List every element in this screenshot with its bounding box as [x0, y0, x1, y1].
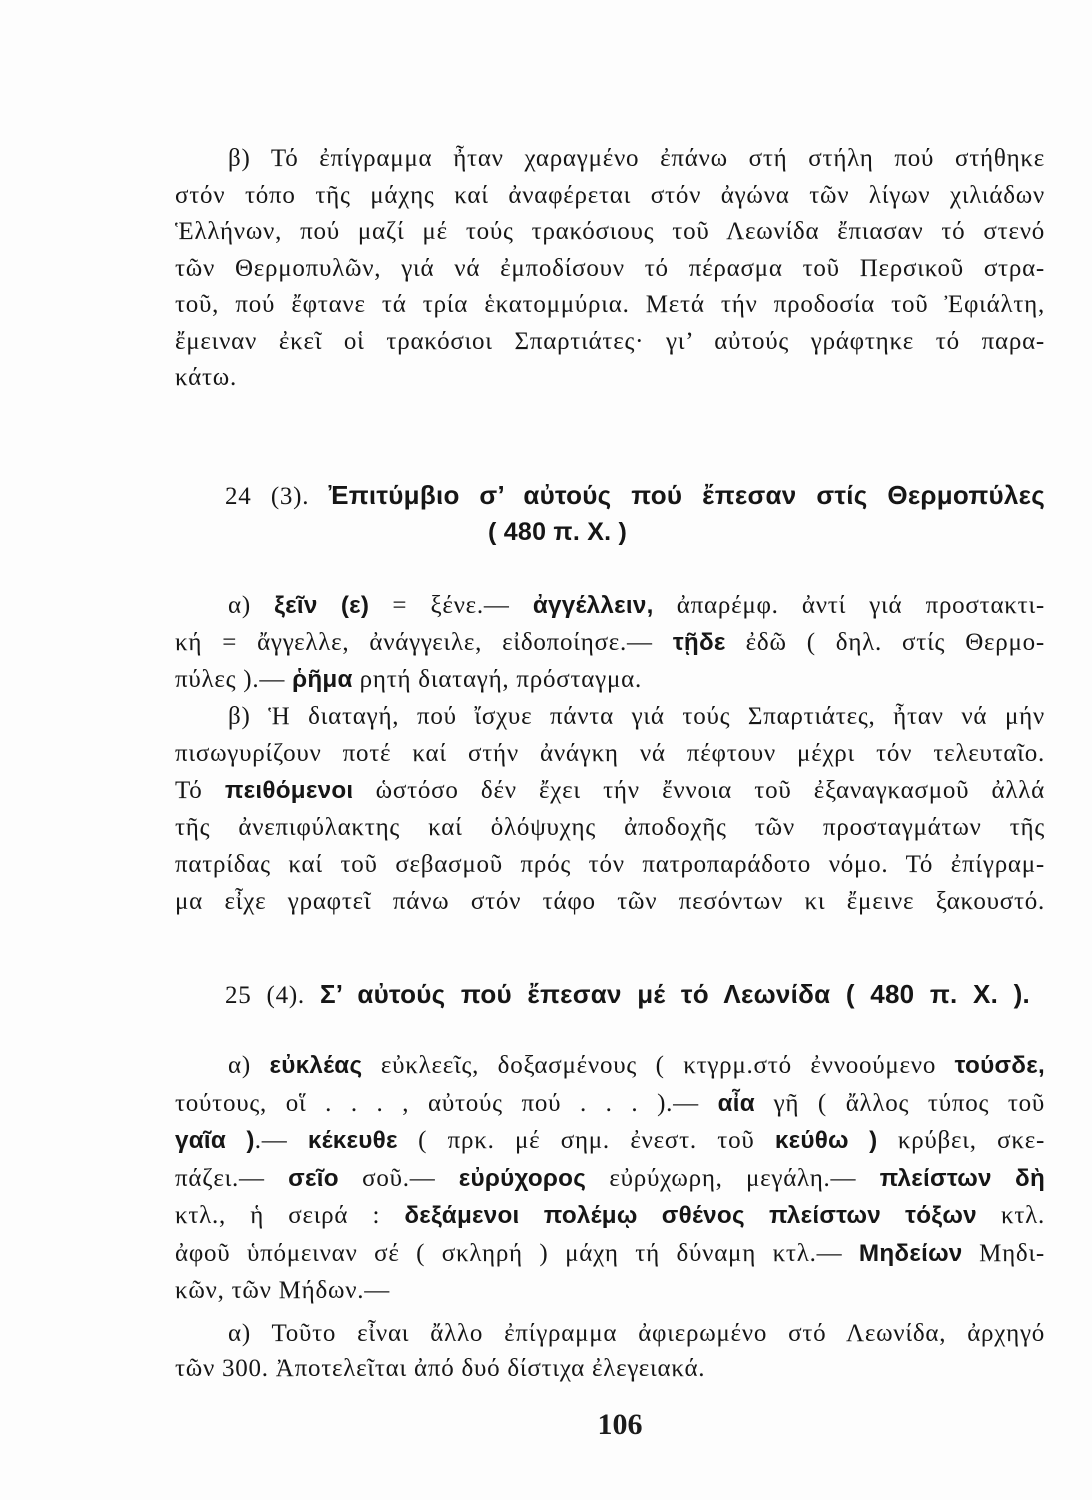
term-seio: σεῖο	[288, 1164, 339, 1192]
page-number: 106	[597, 1408, 643, 1441]
intro-line: Ἑλλήνων, πού μαζί μέ τούς τρακόσιους τοῦ Λεωνίδα ἔπιασαν τό στενό	[175, 218, 1045, 245]
gloss-text: = ξένε.—	[369, 592, 533, 619]
intro-line: τοῦ, πού ἔφτανε τά τρία ἑκατομμύρια. Μετά τήν προδοσία τοῦ Ἐφιάλτη,	[175, 291, 1045, 318]
gloss-text: ( πρκ. μέ σημ. ἐνεστ. τοῦ	[397, 1127, 775, 1154]
epigram-number: 25 (4).	[225, 982, 305, 1009]
gloss-text: κτλ., ἡ σειρά :	[175, 1202, 405, 1229]
note-a-line	[175, 661, 1045, 698]
note-a-line	[175, 1160, 1045, 1198]
term-peithomenoi: πειθόμενοι	[224, 777, 354, 804]
commentary-line: α) Τοῦτο εἶναι ἄλλο ἐπίγραμμα ἀφιερωμένο στό Λεωνίδα, ἀρχηγό	[228, 1320, 1045, 1347]
note-a-line	[175, 587, 1045, 624]
note-a-line	[175, 1122, 1045, 1160]
intro-line: β) Τό ἐπίγραμμα ἦταν χαραγμένο ἐπάνω στή στήλη πού στήθηκε	[228, 145, 1045, 172]
gloss-text: ἐδῶ ( δηλ. στίς Θερμο-	[725, 629, 1045, 656]
gloss-text: ρητή διαταγή, πρόσταγμα.	[352, 666, 642, 693]
note-a-line	[175, 1047, 1045, 1085]
note-b-line: β) Ἡ διαταγή, πού ἴσχυε πάντα γιά τούς Σπαρτιάτες, ἦταν νά μήν	[228, 703, 1045, 730]
gloss-text: Τό	[175, 777, 225, 804]
note-a-line	[175, 1197, 1045, 1235]
term-tide: τῇδε	[672, 629, 726, 656]
gloss-text: κή = ἄγγελλε, ἀνάγγειλε, εἰδοποίησε.—	[175, 629, 673, 656]
intro-paragraph	[175, 141, 1045, 397]
epigram-25-notes	[175, 1047, 1045, 1310]
heading-line	[175, 477, 1045, 514]
epigram-date: ( 480 π. Χ. )	[488, 518, 628, 546]
heading-line	[175, 976, 1045, 1013]
intro-line: ἔμειναν ἐκεῖ οἱ τρακόσιοι Σπαρτιάτες· γι’ αὐτούς γράφτηκε τό παρα-	[175, 327, 1045, 355]
gloss-text: πύλες ).—	[175, 666, 293, 693]
term-aia: αἶα	[717, 1089, 755, 1117]
gloss-text: εὐκλεεῖς, δοξασμένους ( κτγρμ.στό ἐννοούμενο	[362, 1052, 955, 1079]
gloss-text: ἀπαρέμφ. ἀντί γιά προστακτι-	[653, 592, 1045, 619]
intro-line: στόν τόπο τῆς μάχης καί ἀναφέρεται στόν ἀγώνα τῶν λίγων χιλιάδων	[175, 181, 1045, 209]
note-b-line: πατρίδας καί τοῦ σεβασμοῦ πρός τόν πατροπαράδοτο νόμο. Τό ἐπίγραμ-	[175, 851, 1045, 878]
note-b-line: πισωγυρίζουν ποτέ καί στήν ἀνάγκη νά πέφτουν μέχρι τόν τελευταῖο.	[175, 740, 1045, 767]
intro-line: τῶν Θερμοπυλῶν, γιά νά ἐμποδίσουν τό πέρασμα τοῦ Περσικοῦ στρα-	[175, 254, 1045, 282]
note-a-line	[175, 624, 1045, 661]
gloss-text: .—	[254, 1127, 308, 1154]
note-b-line: μα εἶχε γραφτεῖ πάνω στόν τάφο τῶν πεσόντων κι ἔμεινε ξακουστό.	[175, 888, 1045, 915]
gloss-text: Μηδι-	[962, 1239, 1045, 1267]
term-tousde: τούσδε,	[954, 1052, 1045, 1079]
term-angellein: ἀγγέλλειν,	[532, 592, 654, 619]
commentary-line: τῶν 300. Ἀποτελεῖται ἀπό δυό δίστιχα ἐλεγειακά.	[175, 1355, 706, 1382]
term-word-order: δεξάμενοι πολέμῳ σθένος πλείστων τόξων	[404, 1202, 977, 1229]
epigram-24-heading	[175, 477, 1045, 514]
epigram-25-heading	[175, 976, 1045, 1013]
gloss-text: εὐρύχωρη, μεγάλη.—	[586, 1164, 880, 1192]
gloss-text: σοῦ.—	[338, 1164, 459, 1192]
gloss-text: α)	[228, 592, 275, 619]
note-a-line	[175, 1272, 1045, 1310]
note-a-line	[175, 1085, 1045, 1123]
gloss-text: α)	[228, 1052, 270, 1079]
gloss-text: γῆ ( ἄλλος τύπος τοῦ	[754, 1089, 1045, 1117]
term-rima: ῥῆμα	[292, 666, 353, 693]
gloss-text: πάζει.—	[175, 1164, 289, 1192]
term-kekeuthe: κέκευθε	[307, 1127, 398, 1154]
note-a-line	[175, 1235, 1045, 1273]
gloss-text: ἀφοῦ ὑπόμειναν σέ ( σκληρή ) μάχη τή δύναμη κτλ.—	[175, 1239, 859, 1267]
term-eukleas: εὐκλέας	[269, 1052, 363, 1079]
term-medeion: Μηδείων	[858, 1239, 963, 1267]
gloss-text: ὡστόσο δέν ἔχει τήν ἔννοια τοῦ ἐξαναγκασμοῦ ἀλλά	[353, 777, 1045, 804]
term-pleiston-di: πλείστων δὴ	[879, 1164, 1045, 1192]
term-xein: ξεῖν (ε)	[274, 592, 370, 619]
term-keutho: κεύθω )	[774, 1127, 878, 1154]
gloss-text: κῶν, τῶν Μήδων.—	[175, 1277, 391, 1304]
gloss-text: κρύβει, σκε-	[877, 1127, 1045, 1154]
term-eurychoros: εὐρύχορος	[458, 1164, 587, 1192]
epigram-title: Σ’ αὐτούς πού ἔπεσαν μέ τό Λεωνίδα ( 480 π. Χ. ).	[319, 979, 1031, 1009]
epigram-title: Ἐπιτύμβιο σ’ αὐτούς πού ἔπεσαν στίς Θερμοπύλες	[328, 480, 1045, 510]
intro-line: κάτω.	[175, 364, 237, 391]
term-gaia: γαῖα )	[175, 1127, 255, 1154]
gloss-text: τούτους, οἵ . . . , αὐτούς πού . . . ).—	[175, 1089, 718, 1117]
epigram-25-commentary	[175, 1316, 1045, 1386]
note-b-line	[175, 772, 1045, 809]
gloss-text: κτλ.	[976, 1202, 1045, 1229]
epigram-number: 24 (3).	[225, 483, 310, 510]
note-b-line: τῆς ἀνεπιφύλακτης καί ὁλόψυχης ἀποδοχῆς τῶν προσταγμάτων τῆς	[175, 814, 1045, 841]
epigram-24-notes	[175, 587, 1045, 920]
